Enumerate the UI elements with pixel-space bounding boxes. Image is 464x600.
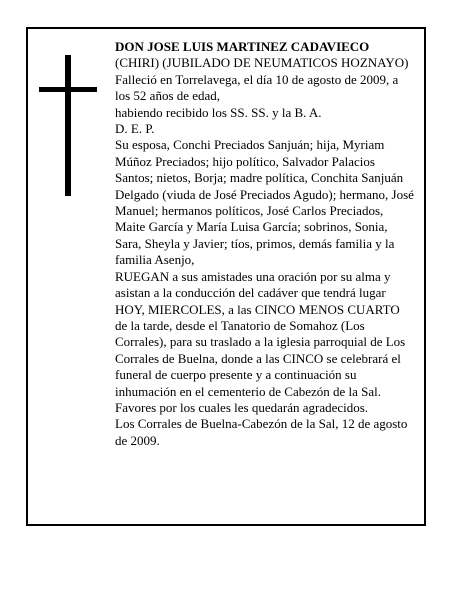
sacraments-line: habiendo recibido los SS. SS. y la B. A. <box>115 104 322 120</box>
deceased-subtitle: (CHIRI) (JUBILADO DE NEUMATICOS HOZNAYO) <box>115 55 409 71</box>
deceased-name: DON JOSE LUIS MARTINEZ CADAVIECO <box>115 39 370 54</box>
family-list: Su esposa, Conchi Preciados Sanjuán; hija, Myriam Múñoz Preciados; hijo político, Salvador Palacios Santos; nietos, Borja; madre política, Conchita Sanjuán Delgado (viuda de José Preciados Agudo); hermano, José Manuel; hermanos políticos, José Carlos Preciados, Maite García y María Luisa García; sobrinos, Sonia, Sara, Sheyla y Javier; tíos, primos, demás familia y la familia Asenjo, <box>115 137 414 268</box>
cross-icon-bar <box>39 87 97 92</box>
funeral-request: RUEGAN a sus amistades una oración por su alma y asistan a la conducción del cadáver que tendrá lugar HOY, MIERCOLES, a las CINCO MENOS CUARTO de la tarde, desde el Tanatorio de Somahoz (Los Corrales), para su traslado a la iglesia parroquial de Los Corrales de Buelna, donde a las CINCO se celebrará el funeral de cuerpo presente y a continuación su inhumación en el cementerio de Cabezón de la Sal. <box>115 268 406 399</box>
thanks-line: Favores por los cuales les quedarán agradecidos. <box>115 399 369 415</box>
place-date: Los Corrales de Buelna-Cabezón de la Sal, 12 de agosto de 2009. <box>115 416 408 448</box>
rip-line: D. E. P. <box>115 121 155 137</box>
cross-icon <box>65 55 71 196</box>
obituary-text <box>115 39 415 449</box>
death-notice: Falleció en Torrelavega, el día 10 de agosto de 2009, a los 52 años de edad, <box>115 71 399 104</box>
